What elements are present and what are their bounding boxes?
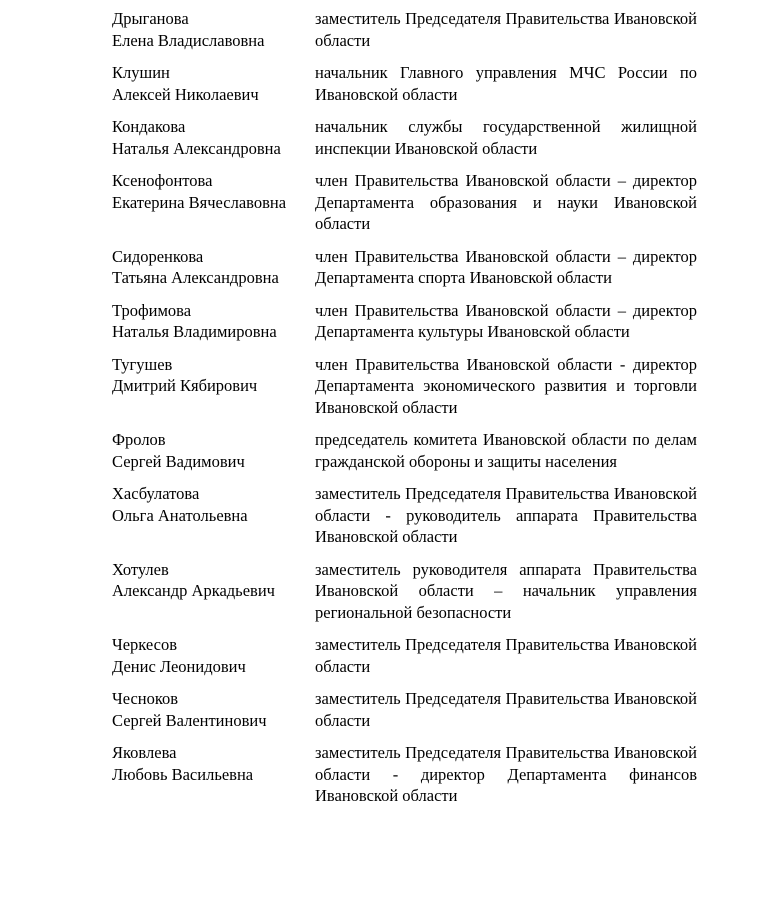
member-surname: Клушин [112, 63, 170, 82]
member-surname: Кондакова [112, 117, 186, 136]
member-given-name: Сергей Вадимович [112, 451, 245, 471]
member-position: заместитель Председателя Правительства Ивановской области - директор Департамента финансов Ивановской области [315, 743, 697, 805]
member-surname: Сидоренкова [112, 246, 204, 266]
member-surname: Хотулев [112, 559, 169, 579]
member-given-name: Екатерина Вячеславовна [112, 192, 287, 212]
member-position: начальник службы государственной жилищной инспекции Ивановской области [315, 117, 697, 158]
member-surname: Дрыганова [112, 9, 189, 28]
member-name [0, 688, 315, 731]
member-position: заместитель Председателя Правительства Ивановской области [315, 9, 697, 50]
member-name [0, 8, 315, 51]
member-row [0, 688, 780, 731]
member-row [0, 62, 780, 105]
member-position: заместитель Председателя Правительства Ивановской области [315, 635, 697, 676]
member-position: член Правительства Ивановской области – директор Департамента спорта Ивановской области [315, 246, 697, 287]
members-list [0, 8, 780, 818]
member-surname: Фролов [112, 430, 166, 449]
member-row [0, 170, 780, 235]
member-given-name: Дмитрий Кябирович [112, 376, 258, 395]
member-name [0, 559, 315, 602]
member-given-name: Наталья Александровна [112, 138, 281, 158]
member-row [0, 634, 780, 677]
member-name [0, 483, 315, 526]
member-row [0, 8, 780, 51]
member-position: председатель комитета Ивановской области по делам гражданской обороны и защиты населения [315, 430, 697, 471]
member-surname: Черкесов [112, 635, 178, 654]
member-row [0, 116, 780, 159]
member-given-name: Денис Леонидович [112, 656, 246, 676]
member-name [0, 170, 315, 213]
member-given-name: Ольга Анатольевна [112, 505, 248, 525]
member-position: начальник Главного управления МЧС России по Ивановской области [315, 63, 697, 104]
member-position: заместитель Председателя Правительства Ивановской области - руководитель аппарата Правительства Ивановской области [315, 484, 697, 546]
member-row [0, 246, 780, 289]
member-surname: Чесноков [112, 689, 179, 708]
member-name [0, 429, 315, 472]
member-given-name: Елена Владиславовна [112, 30, 265, 50]
member-given-name: Александр Аркадьевич [112, 581, 275, 600]
member-name [0, 742, 315, 785]
member-row [0, 559, 780, 624]
member-surname: Яковлева [112, 743, 177, 762]
member-row [0, 483, 780, 548]
member-row [0, 429, 780, 472]
member-surname: Хасбулатова [112, 484, 200, 503]
member-position: заместитель руководителя аппарата Правительства Ивановской области – начальник управления региональной безопасности [315, 559, 697, 622]
member-surname: Ксенофонтова [112, 171, 213, 190]
member-name [0, 246, 315, 289]
member-name [0, 354, 315, 397]
member-surname: Тугушев [112, 354, 173, 374]
member-name [0, 300, 315, 343]
member-name [0, 634, 315, 677]
member-position: член Правительства Ивановской области – директор Департамента образования и науки Ивановской области [315, 171, 697, 233]
member-name [0, 116, 315, 159]
member-given-name: Сергей Валентинович [112, 710, 267, 730]
member-row [0, 354, 780, 419]
member-given-name: Любовь Васильевна [112, 764, 254, 784]
member-position: член Правительства Ивановской области – директор Департамента культуры Ивановской области [315, 300, 697, 341]
member-given-name: Алексей Николаевич [112, 84, 259, 104]
member-position: заместитель Председателя Правительства Ивановской области [315, 689, 697, 730]
member-given-name: Татьяна Александровна [112, 268, 279, 287]
member-given-name: Наталья Владимировна [112, 322, 277, 341]
member-row [0, 742, 780, 807]
member-surname: Трофимова [112, 300, 192, 320]
member-row [0, 300, 780, 343]
member-position: член Правительства Ивановской области - директор Департамента экономического развития и торговли Ивановской области [315, 354, 697, 417]
member-name [0, 62, 315, 105]
